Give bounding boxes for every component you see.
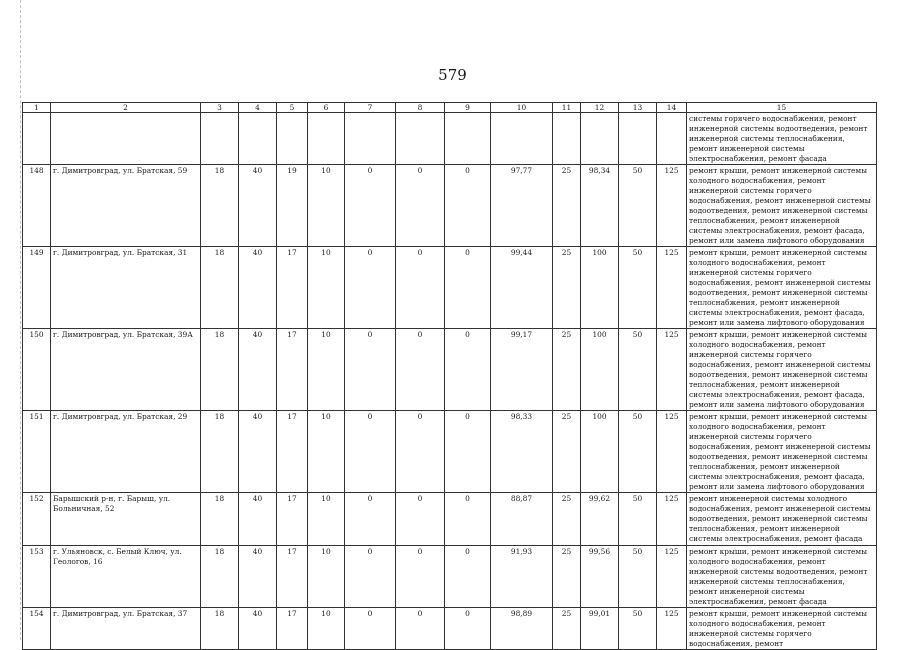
column-header: 14 (657, 103, 687, 113)
row-number: 148 (23, 165, 51, 247)
address-cell: Барышский р-н, г. Барыш, ул. Больничная, 52 (51, 493, 201, 546)
value-cell: 99,17 (491, 329, 553, 411)
value-cell: 25 (553, 411, 581, 493)
table-row (23, 493, 877, 546)
value-cell: 125 (657, 165, 687, 247)
table-cell (657, 113, 687, 165)
value-cell: 125 (657, 329, 687, 411)
value-cell: 40 (239, 411, 277, 493)
value-cell: 18 (201, 165, 239, 247)
value-cell: 50 (619, 608, 657, 650)
address-cell: г. Ульяновск, с. Белый Ключ, ул. Геологов, 16 (51, 546, 201, 608)
works-cell: ремонт крыши, ремонт инженерной системы холодного водоснабжения, ремонт инженерной системы горячего водоснабжения, ремонт инженерной системы водоотведения, ремонт инженерной системы теплоснабжения, ремонт инженерной системы электроснабжения, ремонт фасада, ремонт или замена лифтового оборудования (687, 165, 877, 247)
value-cell: 18 (201, 608, 239, 650)
value-cell: 100 (581, 411, 619, 493)
value-cell: 25 (553, 165, 581, 247)
value-cell: 0 (345, 329, 396, 411)
works-cell: системы горячего водоснабжения, ремонт инженерной системы водоотведения, ремонт инженерной системы теплоснабжения, ремонт инженерной системы электроснабжения, ремонт фасада (687, 113, 877, 165)
value-cell: 0 (396, 247, 445, 329)
value-cell: 10 (308, 546, 345, 608)
column-header: 3 (201, 103, 239, 113)
value-cell: 0 (396, 493, 445, 546)
table-row (23, 546, 877, 608)
table-cell (239, 113, 277, 165)
works-cell: ремонт крыши, ремонт инженерной системы холодного водоснабжения, ремонт инженерной системы водоотведения, ремонт инженерной системы теплоснабжения, ремонт инженерной системы электроснабжения, ремонт фасада (687, 546, 877, 608)
table-cell (277, 113, 308, 165)
value-cell: 0 (396, 411, 445, 493)
table-cell (491, 113, 553, 165)
column-header: 2 (51, 103, 201, 113)
value-cell: 0 (396, 329, 445, 411)
value-cell: 17 (277, 546, 308, 608)
table-row (23, 608, 877, 650)
value-cell: 25 (553, 247, 581, 329)
value-cell: 0 (396, 608, 445, 650)
value-cell: 0 (396, 165, 445, 247)
table-cell (581, 113, 619, 165)
value-cell: 10 (308, 411, 345, 493)
value-cell: 88,87 (491, 493, 553, 546)
column-header: 6 (308, 103, 345, 113)
value-cell: 0 (445, 608, 491, 650)
column-header: 5 (277, 103, 308, 113)
value-cell: 98,89 (491, 608, 553, 650)
value-cell: 17 (277, 608, 308, 650)
row-number: 150 (23, 329, 51, 411)
value-cell: 10 (308, 247, 345, 329)
works-cell: ремонт крыши, ремонт инженерной системы холодного водоснабжения, ремонт инженерной системы горячего водоснабжения, ремонт (687, 608, 877, 650)
value-cell: 40 (239, 546, 277, 608)
value-cell: 0 (345, 546, 396, 608)
page-number: 579 (438, 66, 467, 84)
table-cell (201, 113, 239, 165)
column-number-row (23, 103, 877, 113)
address-cell: г. Димитровград, ул. Братская, 29 (51, 411, 201, 493)
value-cell: 0 (445, 329, 491, 411)
value-cell: 50 (619, 165, 657, 247)
value-cell: 17 (277, 411, 308, 493)
table-cell (445, 113, 491, 165)
value-cell: 25 (553, 329, 581, 411)
address-cell: г. Димитровград, ул. Братская, 31 (51, 247, 201, 329)
row-number: 151 (23, 411, 51, 493)
row-number: 154 (23, 608, 51, 650)
table-row (23, 329, 877, 411)
value-cell: 10 (308, 329, 345, 411)
table-cell (345, 113, 396, 165)
address-cell: г. Димитровград, ул. Братская, 37 (51, 608, 201, 650)
value-cell: 50 (619, 493, 657, 546)
table-cell (308, 113, 345, 165)
value-cell: 40 (239, 608, 277, 650)
column-header: 9 (445, 103, 491, 113)
value-cell: 18 (201, 493, 239, 546)
column-header: 10 (491, 103, 553, 113)
value-cell: 125 (657, 247, 687, 329)
value-cell: 100 (581, 329, 619, 411)
value-cell: 17 (277, 329, 308, 411)
address-cell: г. Димитровград, ул. Братская, 59 (51, 165, 201, 247)
value-cell: 125 (657, 493, 687, 546)
value-cell: 50 (619, 546, 657, 608)
value-cell: 0 (445, 411, 491, 493)
works-cell: ремонт крыши, ремонт инженерной системы холодного водоснабжения, ремонт инженерной системы горячего водоснабжения, ремонт инженерной системы водоотведения, ремонт инженерной системы теплоснабжения, ремонт инженерной системы электроснабжения, ремонт фасада, ремонт или замена лифтового оборудования (687, 247, 877, 329)
table-row (23, 411, 877, 493)
works-cell: ремонт крыши, ремонт инженерной системы холодного водоснабжения, ремонт инженерной системы горячего водоснабжения, ремонт инженерной системы водоотведения, ремонт инженерной системы теплоснабжения, ремонт инженерной системы электроснабжения, ремонт фасада, ремонт или замена лифтового оборудования (687, 411, 877, 493)
column-header: 13 (619, 103, 657, 113)
row-number: 153 (23, 546, 51, 608)
value-cell: 40 (239, 247, 277, 329)
value-cell: 98,33 (491, 411, 553, 493)
value-cell: 0 (345, 493, 396, 546)
value-cell: 17 (277, 247, 308, 329)
row-number: 152 (23, 493, 51, 546)
column-header: 4 (239, 103, 277, 113)
value-cell: 18 (201, 546, 239, 608)
works-cell: ремонт инженерной системы холодного водоснабжения, ремонт инженерной системы водоотведения, ремонт инженерной системы теплоснабжения, ремонт инженерной системы электроснабжения, ремонт фасада (687, 493, 877, 546)
column-header: 7 (345, 103, 396, 113)
value-cell: 125 (657, 546, 687, 608)
row-number: 149 (23, 247, 51, 329)
column-header: 12 (581, 103, 619, 113)
works-cell: ремонт крыши, ремонт инженерной системы холодного водоснабжения, ремонт инженерной системы горячего водоснабжения, ремонт инженерной системы водоотведения, ремонт инженерной системы теплоснабжения, ремонт инженерной системы электроснабжения, ремонт фасада, ремонт или замена лифтового оборудования (687, 329, 877, 411)
value-cell: 0 (445, 165, 491, 247)
value-cell: 10 (308, 493, 345, 546)
column-header: 15 (687, 103, 877, 113)
value-cell: 125 (657, 411, 687, 493)
value-cell: 19 (277, 165, 308, 247)
value-cell: 25 (553, 608, 581, 650)
value-cell: 99,44 (491, 247, 553, 329)
value-cell: 0 (445, 493, 491, 546)
value-cell: 0 (345, 411, 396, 493)
value-cell: 125 (657, 608, 687, 650)
table-cell (23, 113, 51, 165)
column-header: 8 (396, 103, 445, 113)
repair-program-table (22, 102, 877, 650)
value-cell: 40 (239, 165, 277, 247)
value-cell: 10 (308, 165, 345, 247)
value-cell: 98,34 (581, 165, 619, 247)
table-cell (396, 113, 445, 165)
value-cell: 25 (553, 493, 581, 546)
value-cell: 91,93 (491, 546, 553, 608)
value-cell: 97,77 (491, 165, 553, 247)
table-cell (51, 113, 201, 165)
continuation-row (23, 113, 877, 165)
value-cell: 0 (396, 546, 445, 608)
value-cell: 17 (277, 493, 308, 546)
value-cell: 50 (619, 411, 657, 493)
value-cell: 18 (201, 247, 239, 329)
table-row (23, 165, 877, 247)
value-cell: 40 (239, 329, 277, 411)
value-cell: 100 (581, 247, 619, 329)
table-row (23, 247, 877, 329)
table-cell (553, 113, 581, 165)
value-cell: 50 (619, 247, 657, 329)
value-cell: 18 (201, 411, 239, 493)
value-cell: 0 (445, 247, 491, 329)
value-cell: 50 (619, 329, 657, 411)
address-cell: г. Димитровград, ул. Братская, 39А (51, 329, 201, 411)
value-cell: 99,01 (581, 608, 619, 650)
value-cell: 0 (345, 247, 396, 329)
value-cell: 99,56 (581, 546, 619, 608)
value-cell: 99,62 (581, 493, 619, 546)
value-cell: 18 (201, 329, 239, 411)
table-cell (619, 113, 657, 165)
value-cell: 0 (445, 546, 491, 608)
column-header: 1 (23, 103, 51, 113)
column-header: 11 (553, 103, 581, 113)
value-cell: 0 (345, 608, 396, 650)
value-cell: 25 (553, 546, 581, 608)
value-cell: 0 (345, 165, 396, 247)
value-cell: 10 (308, 608, 345, 650)
value-cell: 40 (239, 493, 277, 546)
